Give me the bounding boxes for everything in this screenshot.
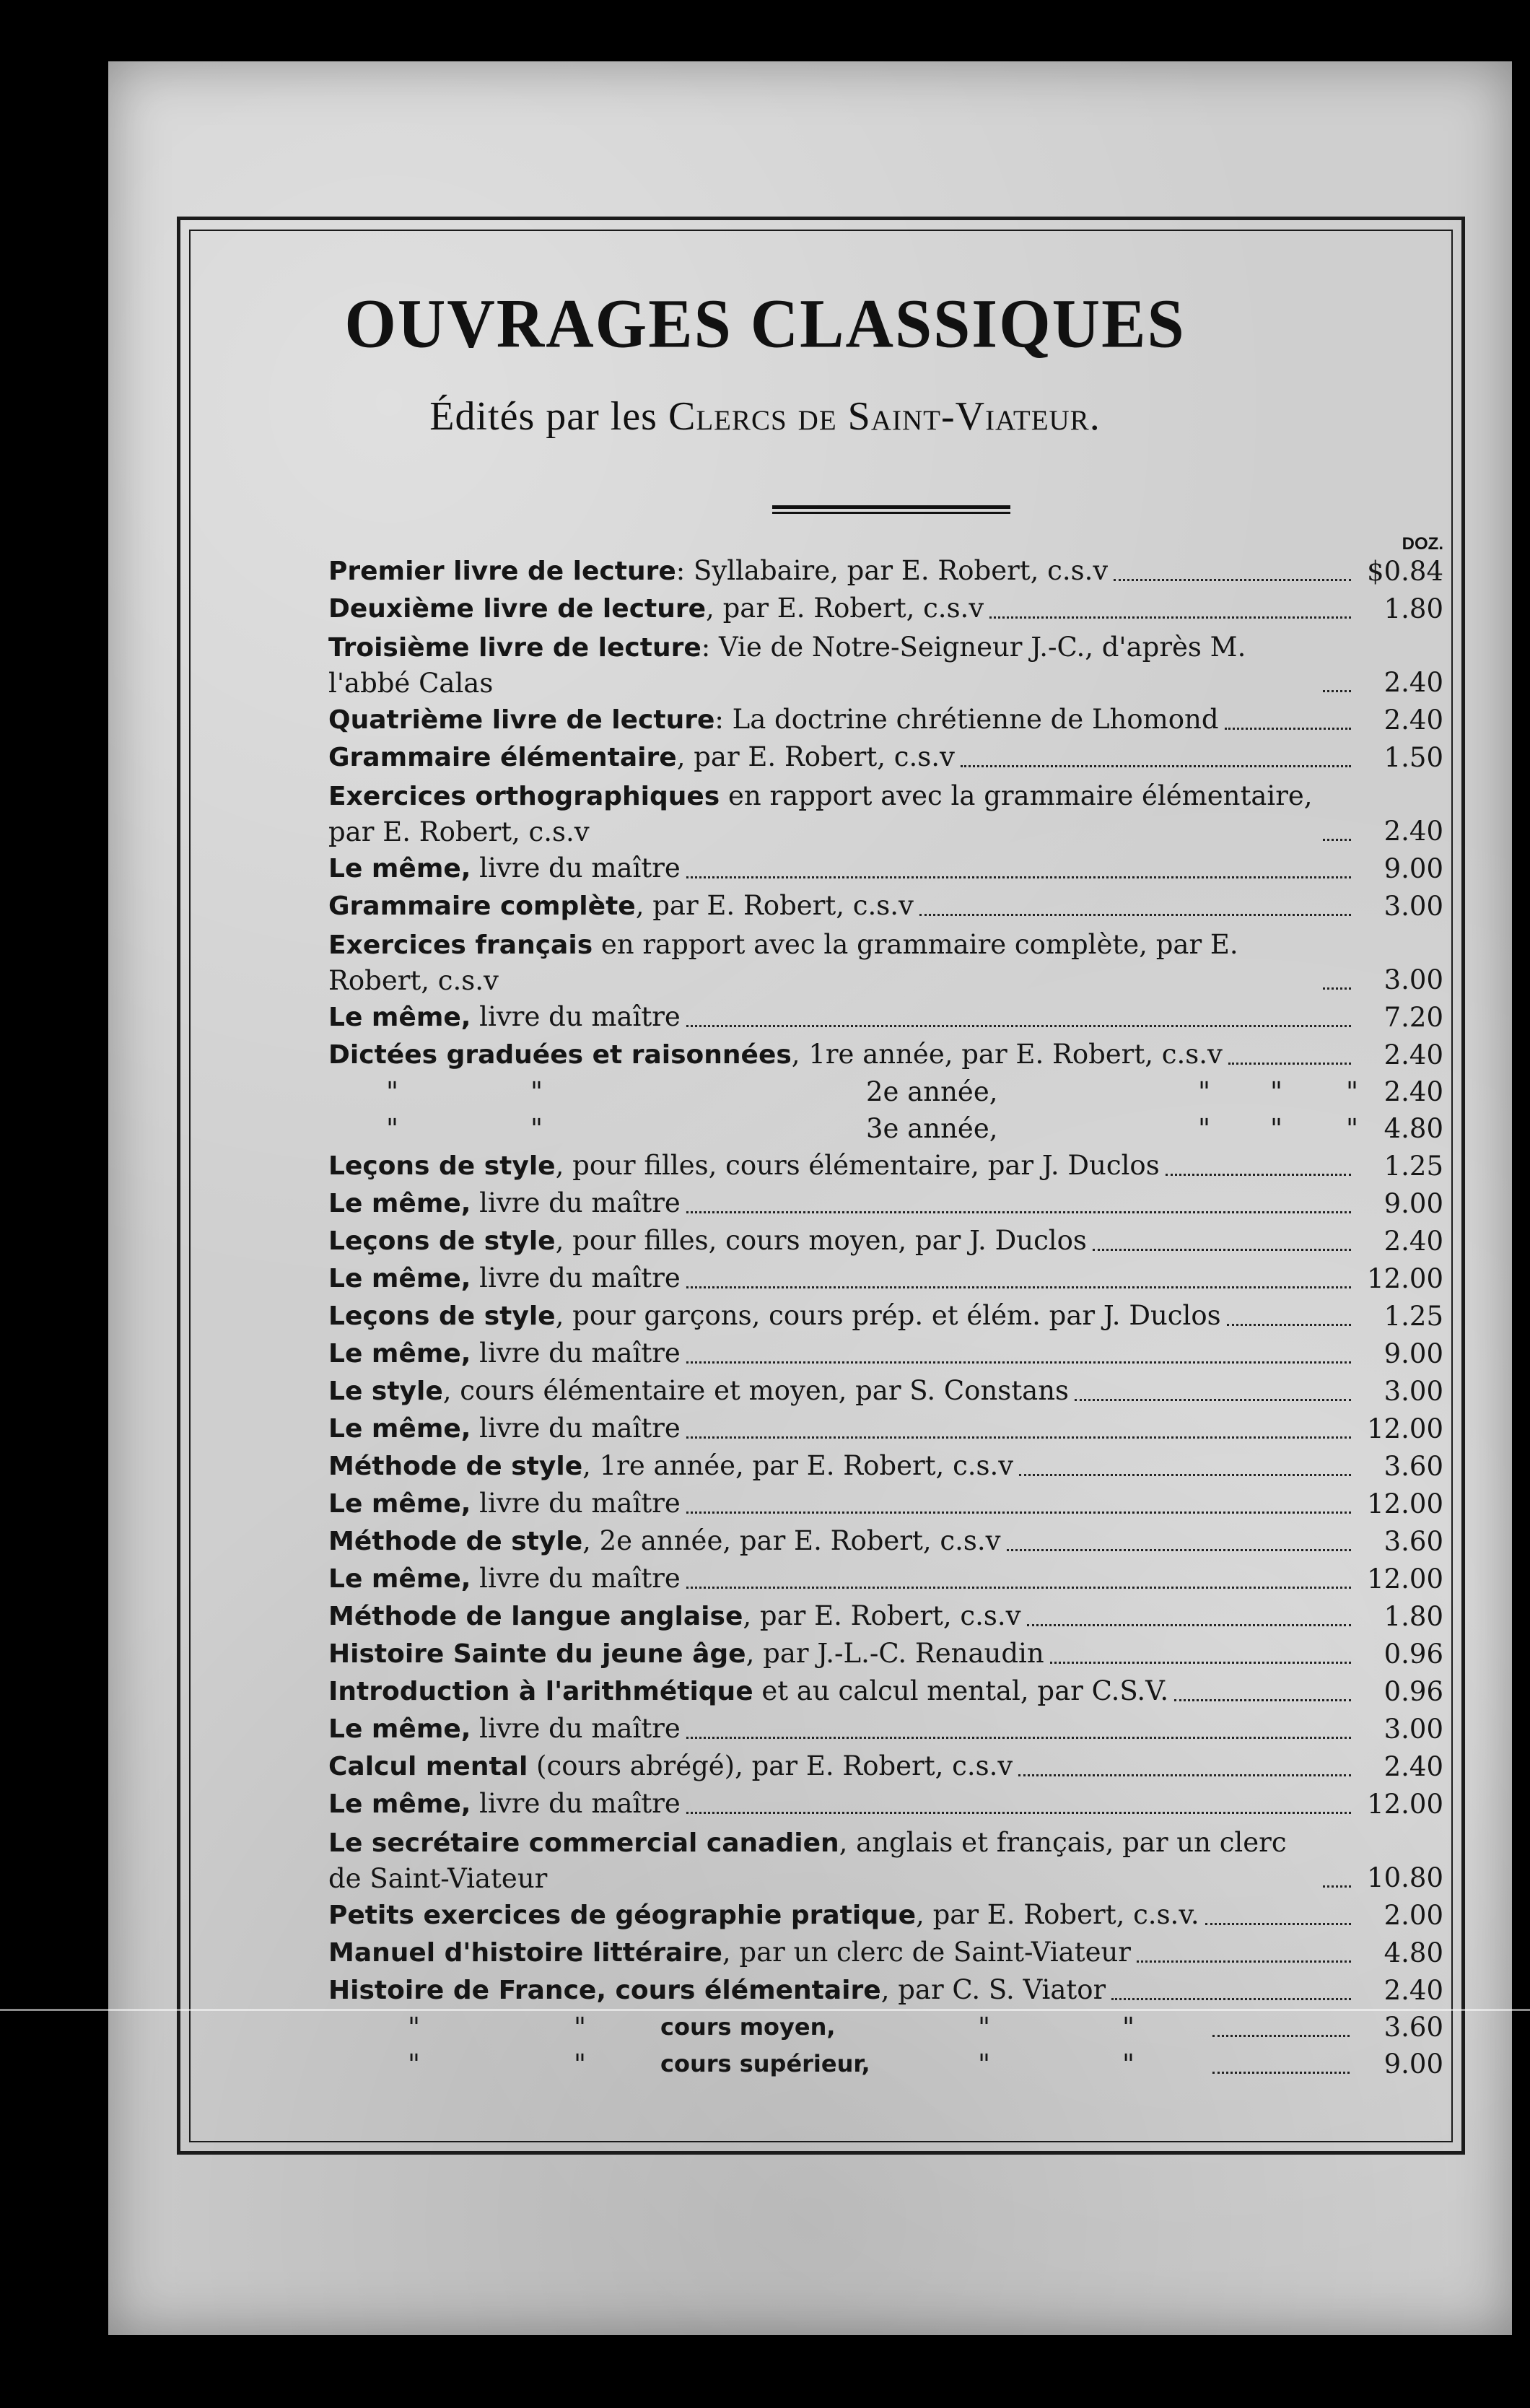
edition-label: cours moyen, xyxy=(660,2013,836,2041)
book-title: Le même, xyxy=(328,1789,471,1819)
publisher-line xyxy=(0,393,1530,440)
leader-dots xyxy=(686,1025,1351,1027)
list-item xyxy=(328,1410,1443,1447)
leader-dots xyxy=(686,1511,1351,1514)
book-title: Leçons de style xyxy=(328,1226,556,1256)
list-item xyxy=(328,1335,1443,1372)
book-title: Grammaire complète xyxy=(328,891,636,921)
book-details: livre du maître xyxy=(471,1338,681,1369)
book-title: Le même, xyxy=(328,1264,471,1294)
book-details: , par E. Robert, c.s.v xyxy=(706,593,984,624)
list-item xyxy=(328,1185,1443,1222)
ditto-mark: " xyxy=(1198,1113,1211,1144)
leader-dots xyxy=(686,876,1351,878)
leader-dots xyxy=(1018,1774,1351,1776)
ditto-mark: " xyxy=(386,1076,399,1107)
list-item xyxy=(328,1447,1443,1485)
book-details: , 1re année, par E. Robert, c.s.v xyxy=(582,1450,1014,1481)
ditto-mark: " xyxy=(978,2012,991,2043)
list-item-ditto xyxy=(328,1110,1443,1147)
ditto-mark: " xyxy=(574,2049,587,2080)
book-title: Histoire Sainte du jeune âge xyxy=(328,1639,746,1669)
leader-dots xyxy=(919,914,1351,916)
leader-dots xyxy=(1166,1174,1351,1176)
scan-artifact-line xyxy=(0,2009,1530,2011)
book-details: livre du maître xyxy=(471,1413,681,1444)
list-item xyxy=(328,1748,1443,1785)
ditto-mark: " xyxy=(408,2049,421,2080)
list-item xyxy=(328,1297,1443,1335)
ditto-mark: " xyxy=(1122,2049,1135,2080)
leader-dots xyxy=(1111,1998,1351,2000)
book-title: Calcul mental xyxy=(328,1752,528,1781)
book-price: 3.60 xyxy=(1383,1526,1443,1557)
ditto-mark: " xyxy=(1198,1076,1211,1107)
leader-dots xyxy=(686,1812,1351,1814)
book-title: Le même, xyxy=(328,1339,471,1369)
list-item xyxy=(328,590,1443,627)
book-title: Le même, xyxy=(328,1564,471,1594)
book-details: , pour filles, cours moyen, par J. Duclos xyxy=(555,1225,1087,1256)
list-item xyxy=(328,1971,1443,2009)
list-item xyxy=(328,850,1443,887)
book-title: Quatrième livre de lecture xyxy=(328,705,715,735)
ditto-mark: " xyxy=(978,2049,991,2080)
list-item xyxy=(328,1222,1443,1260)
book-title: Petits exercices de géographie pratique xyxy=(328,1901,917,1930)
book-details: , anglais et français, par un clerc de Saint-Viateur xyxy=(328,1827,1287,1894)
book-price: $0.84 xyxy=(1367,556,1443,587)
list-item-ditto xyxy=(328,1073,1443,1110)
list-item xyxy=(328,1896,1443,1934)
book-price: 9.00 xyxy=(1383,853,1443,884)
book-price: 9.00 xyxy=(1383,1188,1443,1219)
book-title: Troisième livre de lecture xyxy=(328,633,701,663)
book-title: Dictées graduées et raisonnées xyxy=(328,1040,792,1070)
leader-dots xyxy=(1212,2072,1350,2074)
book-title: Méthode de style xyxy=(328,1527,583,1556)
leader-dots xyxy=(1137,1960,1351,1963)
book-title: Le même, xyxy=(328,1003,471,1032)
book-details: livre du maître xyxy=(471,1713,681,1744)
book-details: , par E. Robert, c.s.v xyxy=(676,741,955,772)
list-item xyxy=(328,701,1443,738)
book-price: 3.00 xyxy=(1383,1376,1443,1407)
ditto-mark: " xyxy=(1270,1076,1283,1107)
book-title: Le même, xyxy=(328,854,471,884)
leader-dots xyxy=(1174,1699,1351,1701)
list-item xyxy=(328,1485,1443,1522)
book-title: Histoire de France, cours élémentaire xyxy=(328,1976,881,2005)
book-details: , pour garçons, cours prép. et élém. par J. Duclos xyxy=(555,1300,1221,1331)
book-price: 7.20 xyxy=(1383,1002,1443,1033)
book-price: 3.00 xyxy=(1383,891,1443,922)
book-details: livre du maître xyxy=(471,1262,681,1294)
ditto-mark: " xyxy=(574,2012,587,2043)
leader-dots xyxy=(686,1587,1351,1589)
book-price: 4.80 xyxy=(1383,1113,1443,1144)
book-details: : Syllabaire, par E. Robert, c.s.v xyxy=(676,555,1109,586)
book-price-list xyxy=(328,552,1443,2082)
book-title: Grammaire élémentaire xyxy=(328,743,677,772)
leader-dots xyxy=(686,1737,1351,1739)
book-price: 12.00 xyxy=(1367,1488,1443,1519)
edition-label: 3e année, xyxy=(866,1113,998,1144)
book-details: , cours élémentaire et moyen, par S. Constans xyxy=(442,1375,1070,1406)
leader-dots xyxy=(1205,1923,1351,1925)
list-item xyxy=(328,1147,1443,1185)
book-details: livre du maître xyxy=(471,1187,681,1218)
leader-dots xyxy=(961,765,1351,767)
book-details: livre du maître xyxy=(471,1788,681,1819)
ditto-mark: " xyxy=(386,1113,399,1144)
leader-dots xyxy=(1225,728,1351,730)
book-price: 3.00 xyxy=(1383,964,1443,995)
book-details: : Vie de Notre-Seigneur J.-C., d'après M. l'abbé Calas xyxy=(328,632,1246,699)
leader-dots xyxy=(989,616,1351,619)
book-details: , 2e année, par E. Robert, c.s.v xyxy=(582,1525,1001,1556)
leader-dots xyxy=(686,1286,1351,1288)
leader-dots xyxy=(1114,579,1351,581)
book-title: Exercices orthographiques xyxy=(328,782,720,811)
list-item xyxy=(328,1560,1443,1597)
book-details: : La doctrine chrétienne de Lhomond xyxy=(714,704,1219,735)
book-price: 1.80 xyxy=(1383,593,1443,624)
list-item xyxy=(328,1522,1443,1560)
book-details: , par E. Robert, c.s.v. xyxy=(916,1899,1199,1930)
page-title: OUVRAGES CLASSIQUES xyxy=(344,284,1186,362)
list-item xyxy=(328,887,1443,925)
book-price: 10.80 xyxy=(1367,1862,1443,1893)
book-details: livre du maître xyxy=(471,852,681,884)
list-item xyxy=(328,1372,1443,1410)
list-item xyxy=(328,552,1443,590)
currency-label: DOZ. xyxy=(1402,534,1443,554)
book-price: 12.00 xyxy=(1367,1789,1443,1820)
book-title: Le style xyxy=(328,1377,443,1406)
book-price: 2.40 xyxy=(1383,816,1443,847)
book-price: 0.96 xyxy=(1383,1676,1443,1707)
leader-dots xyxy=(1323,839,1351,841)
list-item xyxy=(328,1260,1443,1297)
leader-dots xyxy=(1019,1474,1351,1476)
book-price: 9.00 xyxy=(1383,1338,1443,1369)
list-item xyxy=(328,1934,1443,1971)
book-title: Le même, xyxy=(328,1714,471,1744)
book-price: 2.00 xyxy=(1383,1900,1443,1931)
book-details: , par E. Robert, c.s.v xyxy=(635,890,914,921)
book-details: , par C. S. Viator xyxy=(880,1974,1106,2005)
book-details: , 1re année, par E. Robert, c.s.v xyxy=(791,1039,1223,1070)
book-title: Méthode de style xyxy=(328,1452,583,1481)
list-item xyxy=(328,925,1443,998)
book-price: 0.96 xyxy=(1383,1639,1443,1670)
book-price: 3.60 xyxy=(1383,2012,1443,2043)
book-title: Leçons de style xyxy=(328,1301,556,1331)
book-price: 12.00 xyxy=(1367,1413,1443,1444)
book-details: (cours abrégé), par E. Robert, c.s.v xyxy=(528,1750,1013,1781)
book-price: 12.00 xyxy=(1367,1263,1443,1294)
leader-dots xyxy=(1007,1549,1351,1551)
leader-dots xyxy=(686,1211,1351,1213)
book-title: Exercices français xyxy=(328,930,593,960)
leader-dots xyxy=(686,1436,1351,1439)
ditto-mark: " xyxy=(1270,1113,1283,1144)
book-price: 2.40 xyxy=(1383,1975,1443,2006)
list-item xyxy=(328,1635,1443,1672)
book-title: Manuel d'histoire littéraire xyxy=(328,1938,722,1968)
subtitle-prefix: Édités par les xyxy=(429,394,657,439)
book-details: , par E. Robert, c.s.v xyxy=(743,1600,1021,1631)
book-price: 2.40 xyxy=(1383,667,1443,698)
book-title: Leçons de style xyxy=(328,1151,556,1181)
list-item xyxy=(328,998,1443,1036)
book-price: 1.25 xyxy=(1383,1151,1443,1182)
leader-dots xyxy=(1027,1624,1351,1626)
book-details: , par J.-L.-C. Renaudin xyxy=(746,1638,1044,1669)
list-item xyxy=(328,776,1443,850)
leader-dots xyxy=(1323,690,1351,692)
book-title: Le même, xyxy=(328,1189,471,1218)
book-details: , par un clerc de Saint-Viateur xyxy=(722,1937,1131,1968)
book-title: Le même, xyxy=(328,1489,471,1519)
leader-dots xyxy=(1050,1662,1351,1664)
ditto-mark: " xyxy=(1346,1113,1359,1144)
list-item xyxy=(328,1785,1443,1823)
list-item xyxy=(328,1672,1443,1710)
list-item-ditto xyxy=(328,2046,1443,2082)
book-price: 2.40 xyxy=(1383,704,1443,736)
book-price: 1.50 xyxy=(1383,742,1443,773)
book-title: Le secrétaire commercial canadien xyxy=(328,1828,839,1858)
book-title: Méthode de langue anglaise xyxy=(328,1602,743,1631)
publisher-name: Clercs de Saint-Viateur. xyxy=(668,394,1101,439)
ditto-mark: " xyxy=(530,1113,543,1144)
book-price: 3.60 xyxy=(1383,1451,1443,1482)
book-price: 2.40 xyxy=(1383,1226,1443,1257)
leader-dots xyxy=(1212,2035,1350,2037)
book-price: 4.80 xyxy=(1383,1937,1443,1968)
list-item xyxy=(328,1597,1443,1635)
leader-dots xyxy=(1323,987,1351,990)
book-price: 1.80 xyxy=(1383,1601,1443,1632)
book-details: en rapport avec la grammaire élémentaire, par E. Robert, c.s.v xyxy=(328,780,1313,847)
book-price: 12.00 xyxy=(1367,1563,1443,1595)
list-item xyxy=(328,738,1443,776)
edition-label: cours supérieur, xyxy=(660,2050,870,2077)
edition-label: 2e année, xyxy=(866,1076,998,1107)
book-details: et au calcul mental, par C.S.V. xyxy=(753,1675,1169,1706)
leader-dots xyxy=(1075,1399,1351,1401)
ditto-mark: " xyxy=(1122,2012,1135,2043)
book-details: , pour filles, cours élémentaire, par J. Duclos xyxy=(555,1150,1160,1181)
book-title: Le même, xyxy=(328,1414,471,1444)
list-item xyxy=(328,1823,1443,1896)
leader-dots xyxy=(686,1361,1351,1364)
book-price: 1.25 xyxy=(1383,1301,1443,1332)
book-price: 2.40 xyxy=(1383,1039,1443,1070)
book-details: livre du maître xyxy=(471,1488,681,1519)
book-price: 9.00 xyxy=(1383,2049,1443,2080)
list-item xyxy=(328,1036,1443,1073)
book-title: Premier livre de lecture xyxy=(328,557,676,586)
ditto-mark: " xyxy=(408,2012,421,2043)
list-item xyxy=(328,1710,1443,1748)
list-item xyxy=(328,627,1443,701)
book-details: livre du maître xyxy=(471,1001,681,1032)
title-divider xyxy=(772,505,1010,514)
book-price: 2.40 xyxy=(1383,1076,1443,1107)
leader-dots xyxy=(1227,1324,1351,1326)
book-title: Deuxième livre de lecture xyxy=(328,594,707,624)
ditto-mark: " xyxy=(1346,1076,1359,1107)
book-title: Introduction à l'arithmétique xyxy=(328,1677,753,1706)
list-item-ditto xyxy=(328,2009,1443,2046)
book-details: livre du maître xyxy=(471,1563,681,1594)
leader-dots xyxy=(1228,1063,1351,1065)
book-details: en rapport avec la grammaire complète, par E. Robert, c.s.v xyxy=(328,929,1238,996)
ditto-mark: " xyxy=(530,1076,543,1107)
leader-dots xyxy=(1093,1249,1351,1251)
leader-dots xyxy=(1323,1885,1351,1888)
book-price: 3.00 xyxy=(1383,1714,1443,1745)
book-price: 2.40 xyxy=(1383,1751,1443,1782)
